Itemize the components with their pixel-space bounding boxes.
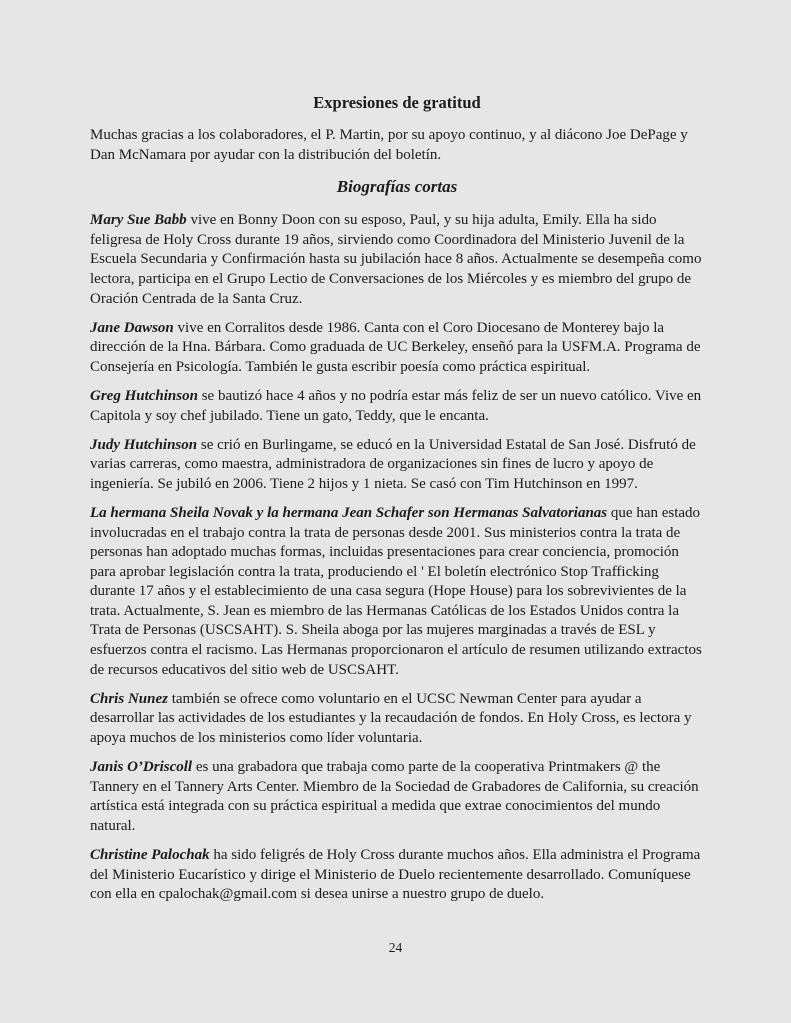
intro-paragraph: Muchas gracias a los colaboradores, el P. Martin, por su apoyo continuo, y al diácono Joe DePage y Dan McNamara por ayudar con la distribución del boletín. bbox=[90, 127, 688, 163]
bio-paragraph-chris-nunez bbox=[90, 690, 704, 749]
bio-text: es una grabadora que trabaja como parte de la cooperativa Printmakers @ the Tannery en el Tannery Arts Center. Miembro de la Sociedad de Grabadores de California, su creación artística está integrada con su práctica espiritual a medida que extrae conocimientos del mundo natural. bbox=[90, 759, 699, 834]
bio-text: vive en Corralitos desde 1986. Canta con el Coro Diocesano de Monterey bajo la dirección de la Hna. Bárbara. Como graduada de UC Berkeley, enseñó para la USFM.A. Programa de Consejería en Psicología. También le gusta escribir poesía como práctica espiritual. bbox=[90, 319, 701, 375]
document-content bbox=[90, 92, 704, 914]
bio-name: Jane Dawson bbox=[90, 319, 174, 336]
bio-name: Judy Hutchinson bbox=[90, 436, 198, 453]
bio-text: ha sido feligrés de Holy Cross durante muchos años. Ella administra el Programa del Ministerio Eucarístico y dirige el Ministerio de Duelo recientemente desarrollado. Comuníquese con ella en cpalochak@gmail.com si desea unirse a nuestro grupo de duelo. bbox=[90, 846, 701, 903]
bio-name: Greg Hutchinson bbox=[90, 387, 198, 404]
bio-text: que han estado involucradas en el trabajo contra la trata de personas desde 2001. Sus ministerios contra la trata de personas han adoptado muchas formas, incluidas presentaciones para crear conciencia, promoción para aprobar legislación contra la trata, produciendo el ' El boletín electrónico Stop Trafficking durante 17 años y el establecimiento de una casa segura (Hope House) para los sobrevivientes de la trata. Actualmente, S. Jean es miembro de las Hermanas Católicas de los Estados Unidos contra la Trata de Personas (USCSAHT). S. Sheila aboga por las mujeres marginadas a través de ESL y esfuerzos contra el racismo. Las Hermanas proporcionaron el artículo de resumen utilizando extractos de recursos educativos del sitio web de USCSAHT. bbox=[90, 504, 702, 678]
bio-text: se crió en Burlingame, se educó en la Universidad Estatal de San José. Disfrutó de varias carreras, como maestra, administradora de organizaciones sin fines de lucro y apoyo de ingeniería. Se jubiló en 2006. Tiene 2 hijos y 1 nieta. Se casó con Tim Hutchinson en 1997. bbox=[90, 436, 696, 492]
bio-text: vive en Bonny Doon con su esposo, Paul, y su hija adulta, Emily. Ella ha sido feligresa de Holy Cross durante 19 años, sirviendo como Coordinadora del Ministerio Juvenil de la Escuela Secundaria y Confirmación hasta su jubilación hace 8 años. Actualmente se desempeña como lectora, participa en el Grupo Lectio de Conversaciones de los Miércoles y es miembro del grupo de Oración Centrada de la Santa Cruz. bbox=[90, 212, 702, 307]
bio-name: Mary Sue Babb bbox=[90, 212, 187, 229]
bio-paragraph-jane-dawson bbox=[90, 319, 704, 378]
bio-paragraph-judy-hutchinson bbox=[90, 436, 704, 495]
bio-text: se bautizó hace 4 años y no podría estar más feliz de ser un nuevo católico. Vive en Capitola y soy chef jubilado. Tiene un gato, Teddy, que le encanta. bbox=[90, 387, 702, 424]
bio-paragraph-mary-sue-babb bbox=[90, 211, 704, 309]
bio-name: Janis O’Driscoll bbox=[90, 759, 193, 776]
page-number: 24 bbox=[388, 940, 403, 955]
bio-text: también se ofrece como voluntario en el UCSC Newman Center para ayudar a desarrollar las actividades de los estudiantes y la recaudación de fondos. En Holy Cross, es lectora y apoya muchos de los ministerios como líder voluntaria. bbox=[90, 690, 692, 746]
bio-paragraph-sheila-novak-jean-schafer bbox=[90, 504, 704, 680]
heading-bios: Biografías cortas bbox=[336, 177, 458, 197]
bio-paragraph-janis-odriscoll bbox=[90, 758, 704, 836]
bio-name: Chris Nunez bbox=[90, 690, 168, 707]
bio-paragraph-greg-hutchinson bbox=[90, 387, 704, 426]
heading-gratitude: Expresiones de gratitud bbox=[313, 93, 481, 112]
bio-name: La hermana Sheila Novak y la hermana Jean Schafer son Hermanas Salvatorianas bbox=[90, 504, 608, 521]
bio-name: Christine Palochak bbox=[90, 846, 210, 863]
bio-paragraph-christine-palochak bbox=[90, 846, 704, 905]
